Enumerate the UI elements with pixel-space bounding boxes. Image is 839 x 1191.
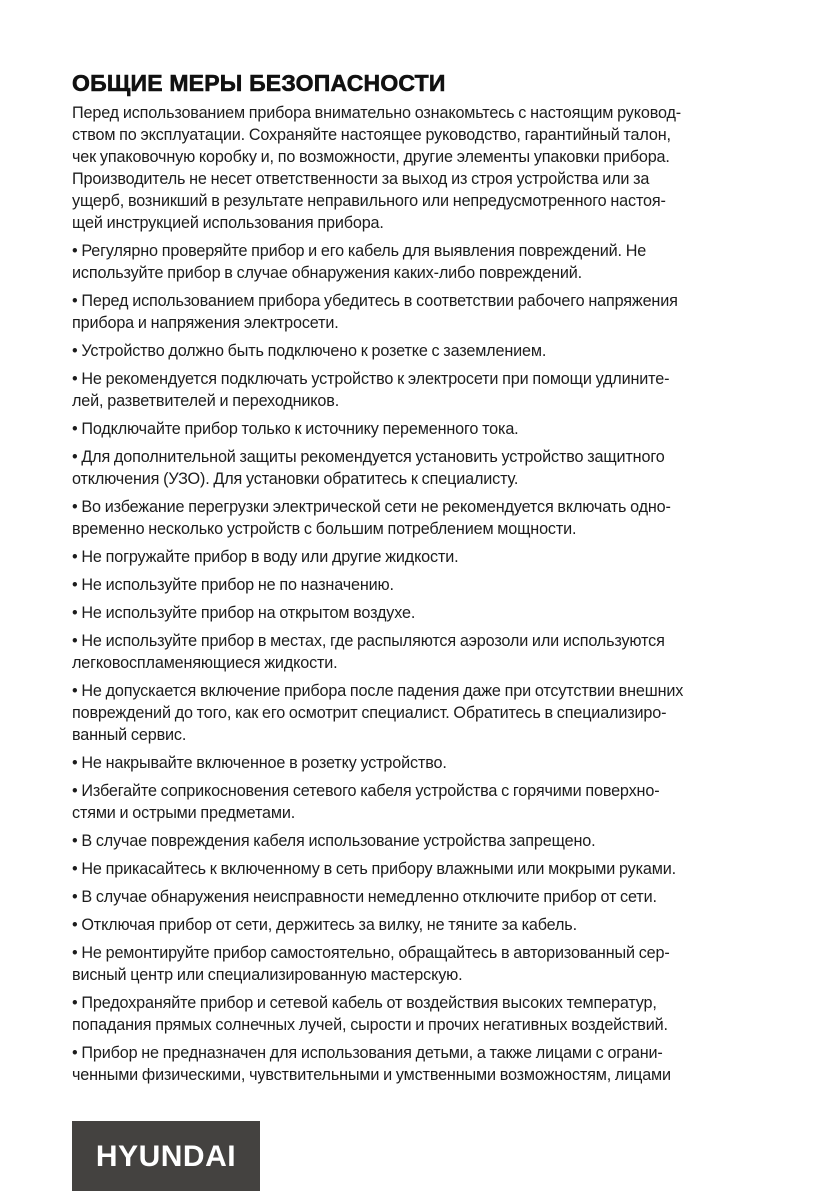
safety-bullet-item [72,368,772,412]
safety-bullet-item [72,630,772,674]
text-line: отключения (УЗО). Для установки обратитесь к специалисту. [72,470,519,488]
text-line: • Предохраняйте прибор и сетевой кабель от воздействия высоких температур, [72,994,657,1012]
safety-bullet-item [72,240,772,284]
safety-bullet-item [72,602,772,624]
text-line: висный центр или специализированную мастерскую. [72,966,463,984]
text-line: • Прибор не предназначен для использования детьми, а также лицами с ограни- [72,1044,663,1062]
text-line: • В случае повреждения кабеля использование устройства запрещено. [72,832,596,850]
safety-instructions-list [72,102,772,1086]
text-line: чек упаковочную коробку и, по возможности, другие элементы упаковки прибора. [72,148,670,166]
text-line: легковоспламеняющиеся жидкости. [72,654,338,672]
safety-bullet-item [72,546,772,568]
text-line: прибора и напряжения электросети. [72,314,339,332]
text-line: • Не используйте прибор в местах, где распыляются аэрозоли или используются [72,632,665,650]
text-line: • Не накрывайте включенное в розетку устройство. [72,754,447,772]
text-line: используйте прибор в случае обнаружения каких-либо повреждений. [72,264,583,282]
text-line: стями и острыми предметами. [72,804,296,822]
text-line: лей, разветвителей и переходников. [72,392,340,410]
text-line: ченными физическими, чувствительными и умственными возможностям, лицами [72,1066,671,1084]
safety-bullet-item [72,680,772,746]
text-line: ущерб, возникший в результате неправильного или непредусмотренного настоя- [72,192,666,210]
text-line: • Во избежание перегрузки электрической сети не рекомендуется включать одно- [72,498,671,516]
safety-bullet-item [72,830,772,852]
brand-logo-text: HYUNDAI [95,1140,237,1173]
text-line: • Отключая прибор от сети, держитесь за вилку, не тяните за кабель. [72,916,577,934]
text-line: • Подключайте прибор только к источнику переменного тока. [72,420,519,438]
text-line: Производитель не несет ответственности за выход из строя устройства или за [72,170,650,188]
text-line: • В случае обнаружения неисправности немедленно отключите прибор от сети. [72,888,657,906]
text-line: • Не допускается включение прибора после падения даже при отсутствии внешних [72,682,684,700]
text-line: Перед использованием прибора внимательно ознакомьтесь с настоящим руковод- [72,104,681,122]
safety-bullet-item [72,914,772,936]
text-line: • Не погружайте прибор в воду или другие жидкости. [72,548,459,566]
safety-bullet-item [72,858,772,880]
section-title: ОБЩИЕ МЕРЫ БЕЗОПАСНОСТИ [72,70,446,96]
safety-bullet-item [72,290,772,334]
intro-paragraph [72,102,772,234]
text-line: • Не используйте прибор на открытом воздухе. [72,604,416,622]
text-line: • Не рекомендуется подключать устройство к электросети при помощи удлините- [72,370,670,388]
text-line: ством по эксплуатации. Сохраняйте настоящее руководство, гарантийный талон, [72,126,671,144]
safety-bullet-item [72,752,772,774]
brand-logo [72,1121,260,1191]
text-line: • Избегайте соприкосновения сетевого кабеля устройства с горячими поверхно- [72,782,660,800]
text-line: временно несколько устройств с большим потреблением мощности. [72,520,577,538]
text-line: • Перед использованием прибора убедитесь в соответствии рабочего напряжения [72,292,678,310]
text-line: • Не ремонтируйте прибор самостоятельно, обращайтесь в авторизованный сер- [72,944,670,962]
document-page [72,70,772,1092]
safety-bullet-item [72,340,772,362]
safety-bullet-item [72,574,772,596]
safety-bullet-item [72,1042,772,1086]
safety-bullet-item [72,886,772,908]
text-line: повреждений до того, как его осмотрит специалист. Обратитесь в специализиро- [72,704,667,722]
text-line: • Устройство должно быть подключено к розетке с заземлением. [72,342,547,360]
safety-bullet-item [72,418,772,440]
safety-bullet-item [72,496,772,540]
safety-bullet-item [72,942,772,986]
text-line: щей инструкцией использования прибора. [72,214,384,232]
text-line: ванный сервис. [72,726,187,744]
safety-bullet-item [72,780,772,824]
text-line: • Для дополнительной защиты рекомендуется установить устройство защитного [72,448,665,466]
text-line: • Не используйте прибор не по назначению. [72,576,394,594]
safety-bullet-item [72,446,772,490]
text-line: • Не прикасайтесь к включенному в сеть прибору влажными или мокрыми руками. [72,860,676,878]
text-line: попадания прямых солнечных лучей, сырости и прочих негативных воздействий. [72,1016,668,1034]
safety-bullet-item [72,992,772,1036]
text-line: • Регулярно проверяйте прибор и его кабель для выявления повреждений. Не [72,242,647,260]
